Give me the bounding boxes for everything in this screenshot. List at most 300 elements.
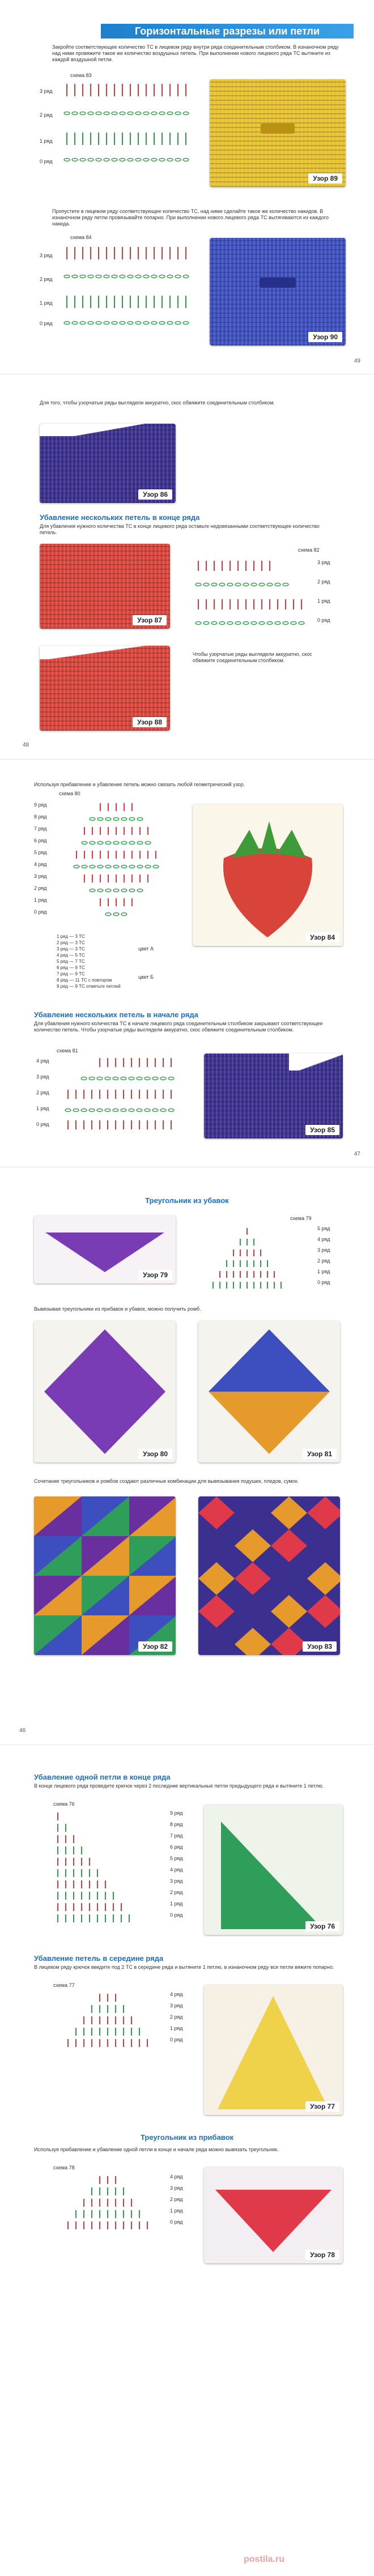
chain-mark — [121, 1109, 126, 1112]
chain-mark — [175, 112, 181, 115]
section-title: Убавление одной петли в конце ряда — [34, 1773, 171, 1781]
swatch-tag: Узор 78 — [305, 2250, 339, 2260]
swatch-tag: Узор 85 — [305, 1125, 339, 1135]
white-edge — [40, 424, 176, 436]
page-45 — [0, 1750, 374, 2576]
chain-mark — [90, 818, 95, 821]
row-label: 3 ряд — [40, 88, 53, 94]
chain-mark — [235, 583, 241, 586]
intro-text: Используя прибавление и убавление петель можно связать любой геометрический узор. — [34, 782, 245, 787]
chain-mark — [235, 622, 241, 625]
row-label: 2 ряд — [36, 1090, 49, 1095]
swatch-tag: Узор 82 — [138, 1641, 172, 1652]
legend-entry: 2 ряд — 3 ТС — [57, 940, 85, 945]
section-text: В конце лицевого ряда проведите крючок через 2 последние вертикальные петли предыдущего ряда и вытяните 1 петлю. — [34, 1783, 324, 1789]
chain-mark — [105, 818, 111, 821]
swatch-tag: Узор 81 — [303, 1449, 337, 1459]
row-label: 1 ряд — [317, 598, 330, 604]
chain-mark — [243, 622, 249, 625]
buttonhole — [260, 278, 296, 288]
chain-mark — [283, 622, 288, 625]
patch-diamond — [235, 1496, 271, 1529]
triangle-yellow-shape — [204, 1985, 343, 2115]
row-label: 4 ряд — [34, 861, 47, 867]
chain-mark — [183, 159, 189, 161]
row-label: 2 ряд — [317, 579, 330, 585]
row-label: 8 ряд — [34, 814, 47, 820]
intro-text: Закройте соответствующее количество ТС в лицевом ряду внутри ряда соединительным столбиком. В изнаночном ряду над ними провяжите такое же количество воздушных петель. При выполнении нового лицевого ряда ТС вытяните из каждой воздушной петли. — [52, 44, 339, 62]
intro-text: Для того, чтобы узорчатые ряды выглядели аккуратно, скос обвяжите соединительным столбиком. — [40, 400, 275, 406]
chain-mark — [72, 275, 78, 278]
swatch-76 — [204, 1805, 343, 1935]
swatch-81 — [198, 1321, 340, 1462]
row-label: 4 ряд — [317, 1236, 330, 1242]
chain-mark — [291, 622, 296, 625]
chain-mark — [219, 622, 225, 625]
legend-entry: 7 ряд — 9 ТС — [57, 971, 85, 976]
patch-diamond — [198, 1496, 235, 1529]
row-label: 8 ряд — [170, 1822, 183, 1827]
row-label: 4 ряд — [170, 1867, 183, 1873]
stitch-chart-76 — [51, 1809, 153, 1934]
chart-83-label: схема 83 — [70, 72, 92, 78]
chain-mark — [283, 583, 288, 586]
chain-mark — [175, 159, 181, 161]
chain-mark — [251, 583, 257, 586]
chain-mark — [145, 842, 151, 845]
chain-mark — [64, 322, 70, 325]
chain-mark — [82, 842, 87, 845]
swatch-tag: Узор 86 — [138, 489, 172, 500]
chain-mark — [275, 583, 280, 586]
chain-mark — [97, 865, 103, 868]
chain-mark — [143, 322, 149, 325]
chain-mark — [121, 1077, 126, 1080]
rhombus-shape — [34, 1321, 176, 1462]
chain-mark — [196, 622, 201, 625]
row-label: 3 ряд — [34, 873, 47, 879]
chain-mark — [120, 275, 125, 278]
two-color-rhombus-shape — [198, 1321, 340, 1462]
chain-mark — [72, 159, 78, 161]
chain-mark — [129, 1109, 134, 1112]
patch-diamond — [307, 1595, 340, 1628]
patch-diamond — [271, 1529, 307, 1562]
swatch-90 — [210, 238, 346, 346]
swatch-83 — [198, 1496, 340, 1655]
strawberry-shape — [193, 804, 343, 946]
chain-mark — [144, 1109, 150, 1112]
swatch-77 — [204, 1985, 343, 2115]
chain-mark — [97, 1109, 103, 1112]
row-label: 0 ряд — [40, 321, 53, 326]
patch-diamond — [307, 1496, 340, 1529]
row-label: 0 ряд — [317, 1280, 330, 1285]
row-label: 6 ряд — [170, 1844, 183, 1850]
stitch-chart-83 — [61, 79, 203, 170]
swatch-tag: Узор 87 — [133, 615, 167, 625]
chain-mark — [120, 322, 125, 325]
chain-mark — [159, 322, 165, 325]
chain-mark — [74, 865, 79, 868]
chain-mark — [299, 622, 304, 625]
chain-mark — [112, 322, 117, 325]
chain-mark — [113, 1077, 118, 1080]
row-label: 1 ряд — [40, 300, 53, 306]
chain-mark — [105, 913, 111, 916]
chain-mark — [267, 583, 273, 586]
chain-mark — [129, 865, 135, 868]
chain-mark — [121, 865, 127, 868]
chain-mark — [97, 818, 103, 821]
chain-mark — [97, 889, 103, 892]
chart-78-label: схема 78 — [53, 2165, 75, 2170]
chain-mark — [144, 1077, 150, 1080]
patchwork-82 — [34, 1496, 176, 1655]
chain-mark — [112, 275, 117, 278]
patch-diamond — [307, 1562, 340, 1595]
chain-mark — [104, 322, 109, 325]
rhombus-text: Вывязывая треугольники из прибавок и убавок, можно получить ромб. — [34, 1306, 201, 1312]
row-label: 4 ряд — [170, 2174, 183, 2180]
chain-mark — [113, 818, 119, 821]
chart-81-label: схема 81 — [57, 1048, 78, 1054]
chain-mark — [105, 865, 111, 868]
row-label: 3 ряд — [317, 1247, 330, 1253]
chain-mark — [113, 842, 119, 845]
legend-entry: 1 ряд — 3 ТС — [57, 934, 85, 939]
chain-mark — [88, 322, 94, 325]
chain-mark — [167, 275, 173, 278]
row-label: 5 ряд — [34, 850, 47, 855]
chain-mark — [64, 159, 70, 161]
section-title: Убавление петель в середине ряда — [34, 1954, 164, 1963]
chain-mark — [143, 275, 149, 278]
page-number: 46 — [19, 1728, 26, 1734]
chain-mark — [82, 865, 87, 868]
row-label: 0 ряд — [36, 1121, 49, 1127]
chain-mark — [129, 818, 135, 821]
chain-mark — [104, 112, 109, 115]
chain-mark — [112, 112, 117, 115]
chain-mark — [227, 583, 233, 586]
patch-diamond — [271, 1595, 307, 1628]
chart-80-label: схема 80 — [59, 791, 80, 796]
section-title: Треугольник из прибавок — [140, 2133, 234, 2142]
patch-diamond — [235, 1595, 271, 1628]
legend-entry: 6 ряд — 9 ТС — [57, 965, 85, 970]
legend-entry: 5 ряд — 7 ТС — [57, 959, 85, 964]
row-label: 0 ряд — [170, 2219, 183, 2225]
page-47 — [0, 765, 374, 1167]
chain-mark — [72, 322, 78, 325]
chain-mark — [151, 112, 157, 115]
swatch-tag: Узор 76 — [305, 1921, 339, 1931]
section-text: В лицевом ряду крючок введите под 2 ТС в середине ряда и вытяните 1 петлю, в изнаночном ряду все петли вяжите попарно. — [34, 1964, 334, 1970]
chain-mark — [160, 1077, 166, 1080]
page-title: Горизонтальные разрезы или петли — [101, 24, 354, 39]
swatch-85 — [204, 1054, 343, 1138]
swatch-tag: Узор 77 — [305, 2101, 339, 2112]
legend-entry: 8 ряд — 11 ТС с повтором — [57, 978, 112, 983]
page-number: 48 — [23, 742, 29, 748]
chain-mark — [88, 112, 94, 115]
chain-mark — [183, 322, 189, 325]
chain-mark — [151, 275, 157, 278]
chain-mark — [203, 622, 209, 625]
row-label: 0 ряд — [34, 909, 47, 915]
row-label: 3 ряд — [170, 2185, 183, 2191]
patch-diamond — [271, 1562, 307, 1595]
row-label: 5 ряд — [317, 1226, 330, 1231]
patch-diamond — [271, 1628, 307, 1655]
chain-mark — [113, 1109, 118, 1112]
chain-mark — [159, 275, 165, 278]
chain-mark — [152, 1109, 158, 1112]
row-label: 3 ряд — [170, 2003, 183, 2008]
chain-mark — [135, 159, 141, 161]
patch-diamond — [235, 1529, 271, 1562]
chain-mark — [113, 889, 119, 892]
color-a-label: цвет А — [138, 946, 154, 952]
page-number: 49 — [354, 358, 360, 364]
buttonhole — [261, 123, 295, 134]
chain-mark — [96, 159, 101, 161]
page-49 — [0, 0, 374, 374]
section-text: Для убавления нужного количества ТС в начале лицевого ряда соединительным столбиком закрывают соответствующее количество петель. Чтобы узорчатые ряды выглядели аккуратно, скос обвяжите соединительным столбиком. — [34, 1021, 323, 1033]
color-b-label: цвет Б — [138, 974, 154, 980]
row-label: 2 ряд — [170, 1890, 183, 1895]
chain-mark — [80, 275, 86, 278]
chart-76-label: схема 76 — [53, 1801, 75, 1807]
stitch-chart-82 — [193, 555, 312, 629]
chain-mark — [152, 1077, 158, 1080]
chain-mark — [128, 159, 133, 161]
page-number: 47 — [354, 1151, 360, 1157]
row-label: 2 ряд — [34, 885, 47, 891]
swatch-79 — [34, 1216, 176, 1283]
chain-mark — [129, 842, 135, 845]
swatch-84 — [193, 804, 343, 946]
row-label: 0 ряд — [317, 617, 330, 623]
chain-mark — [89, 1109, 95, 1112]
row-label: 2 ряд — [40, 276, 53, 282]
chain-mark — [96, 275, 101, 278]
chain-mark — [72, 112, 78, 115]
row-label: 7 ряд — [170, 1833, 183, 1839]
chain-mark — [128, 275, 133, 278]
swatch-tag: Узор 79 — [138, 1270, 172, 1280]
chain-mark — [89, 1077, 95, 1080]
chain-mark — [167, 112, 173, 115]
row-label: 4 ряд — [170, 1991, 183, 1997]
row-label: 3 ряд — [40, 253, 53, 258]
chain-mark — [275, 622, 280, 625]
chain-mark — [73, 1109, 79, 1112]
stitch-chart-79 — [202, 1225, 309, 1293]
watermark: postila.ru — [244, 2554, 285, 2564]
chain-mark — [160, 1109, 166, 1112]
chain-mark — [121, 889, 127, 892]
row-label: 6 ряд — [34, 838, 47, 843]
swatch-82 — [34, 1496, 176, 1655]
chain-mark — [128, 322, 133, 325]
section-title: Убавление нескольких петель в начале ряда — [34, 1010, 198, 1019]
chain-mark — [175, 275, 181, 278]
row-label: 1 ряд — [40, 138, 53, 144]
chain-mark — [104, 275, 109, 278]
chain-mark — [80, 112, 86, 115]
stitch-chart-84 — [61, 242, 203, 333]
chain-mark — [159, 112, 165, 115]
white-corner — [289, 1054, 343, 1071]
chain-mark — [64, 275, 70, 278]
stitch-chart-81 — [62, 1055, 193, 1128]
section-text: Используя прибавление и убавление одной петли в конце и начале ряда можно вывязать треугольник. — [34, 2147, 279, 2152]
row-label: 3 ряд — [36, 1074, 49, 1080]
swatch-89 — [210, 79, 346, 187]
chain-mark — [135, 112, 141, 115]
row-label: 2 ряд — [170, 2014, 183, 2020]
swatch-88 — [40, 646, 170, 731]
chain-mark — [137, 865, 143, 868]
chain-mark — [113, 913, 119, 916]
chain-mark — [105, 1109, 110, 1112]
patch-diamond — [198, 1562, 235, 1595]
chain-mark — [168, 1077, 174, 1080]
patch-diamond — [271, 1496, 307, 1529]
chain-mark — [175, 322, 181, 325]
row-label: 0 ряд — [40, 159, 53, 164]
patch-diamond — [198, 1595, 235, 1628]
stitch-chart-77 — [51, 1990, 176, 2070]
chain-mark — [112, 159, 117, 161]
chain-mark — [137, 1077, 142, 1080]
chain-mark — [243, 583, 249, 586]
row-label: 1 ряд — [34, 897, 47, 903]
chain-mark — [90, 842, 95, 845]
chain-mark — [121, 913, 127, 916]
paragraph-2: Пропустите в лицевом ряду соответствующее количество ТС, над ними сделайте такое же количество накидов. В изнаночном ряду петли провязывайте попарно. При выполнении нового лицевого ряда ТС вытягиваются из каждого накида. — [52, 208, 329, 227]
chain-mark — [137, 889, 143, 892]
chain-mark — [105, 1077, 110, 1080]
row-label: 3 ряд — [170, 1878, 183, 1884]
row-label: 1 ряд — [36, 1106, 49, 1111]
chain-mark — [129, 889, 135, 892]
chain-mark — [97, 842, 103, 845]
row-label: 0 ряд — [170, 1912, 183, 1918]
chain-mark — [135, 275, 141, 278]
chain-mark — [88, 159, 94, 161]
swatch-tag: Узор 80 — [138, 1449, 172, 1459]
section-title: Убавление нескольких петель в конце ряда — [40, 513, 200, 522]
swatch-87 — [40, 544, 170, 629]
chain-mark — [145, 865, 151, 868]
row-label: 2 ряд — [170, 2197, 183, 2202]
row-label: 3 ряд — [317, 560, 330, 565]
legend-entry: 3 ряд — 3 ТС — [57, 946, 85, 952]
chain-mark — [81, 1109, 87, 1112]
swatch-tag: Узор 84 — [305, 932, 339, 942]
chain-mark — [121, 842, 127, 845]
chain-mark — [129, 1077, 134, 1080]
patch-diamond — [235, 1562, 271, 1595]
section-title: Треугольник из убавок — [145, 1196, 229, 1205]
chain-mark — [113, 865, 119, 868]
chain-mark — [267, 622, 273, 625]
patch-diamond — [307, 1529, 340, 1562]
chain-mark — [153, 865, 159, 868]
chain-mark — [251, 622, 257, 625]
chain-mark — [65, 1109, 71, 1112]
row-label: 2 ряд — [40, 112, 53, 118]
row-label: 0 ряд — [170, 2037, 183, 2042]
chain-mark — [259, 622, 265, 625]
patch-diamond — [198, 1628, 235, 1655]
chain-mark — [259, 583, 265, 586]
patch-diamond — [198, 1529, 235, 1562]
note-text: Чтобы узорчатые ряды выглядели аккуратно, скос обвяжите соединительным столбиком. — [193, 651, 312, 663]
swatch-tag: Узор 88 — [133, 717, 167, 727]
chain-mark — [227, 622, 233, 625]
combos-text: Сочетание треугольников и ромбов создают различные комбинации для вывязывания подушек, пледов, сумок. — [34, 1478, 299, 1484]
white-edge — [40, 646, 170, 659]
chain-mark — [168, 1109, 174, 1112]
slanted-shape — [204, 1805, 343, 1935]
chain-mark — [104, 159, 109, 161]
chain-mark — [135, 322, 141, 325]
stitch-chart-78 — [51, 2173, 176, 2252]
chain-mark — [90, 865, 95, 868]
swatch-78 — [204, 2167, 343, 2263]
patchwork-83 — [198, 1496, 340, 1655]
chain-mark — [151, 159, 157, 161]
chain-mark — [105, 889, 111, 892]
row-label: 9 ряд — [170, 1810, 183, 1816]
stitch-chart-80 — [57, 799, 176, 923]
chain-mark — [167, 322, 173, 325]
page-48 — [0, 379, 374, 760]
chain-mark — [64, 112, 70, 115]
swatch-tag: Узор 90 — [308, 332, 342, 342]
chain-mark — [121, 818, 127, 821]
triangle-red-shape — [204, 2167, 343, 2263]
chain-mark — [90, 889, 95, 892]
chain-mark — [96, 322, 101, 325]
row-label: 5 ряд — [170, 1856, 183, 1861]
swatch-80 — [34, 1321, 176, 1462]
chart-80-legend — [57, 933, 170, 990]
chain-mark — [219, 583, 225, 586]
row-label: 1 ряд — [170, 1901, 183, 1907]
row-label: 7 ряд — [34, 826, 47, 831]
patch-diamond — [235, 1628, 271, 1655]
chain-mark — [183, 112, 189, 115]
chain-mark — [151, 322, 157, 325]
chain-mark — [137, 1109, 142, 1112]
chain-mark — [167, 159, 173, 161]
section-text: Для убавления нужного количества ТС в конце лицевого ряда оставьте недовязанными соответствующее количество петель. — [40, 523, 320, 535]
chain-mark — [203, 583, 209, 586]
chain-mark — [81, 1077, 87, 1080]
chain-mark — [137, 842, 143, 845]
chain-mark — [143, 159, 149, 161]
row-label: 1 ряд — [317, 1269, 330, 1274]
chart-82-label: схема 82 — [298, 547, 320, 553]
chain-mark — [120, 112, 125, 115]
chain-mark — [137, 818, 143, 821]
chain-mark — [97, 1077, 103, 1080]
